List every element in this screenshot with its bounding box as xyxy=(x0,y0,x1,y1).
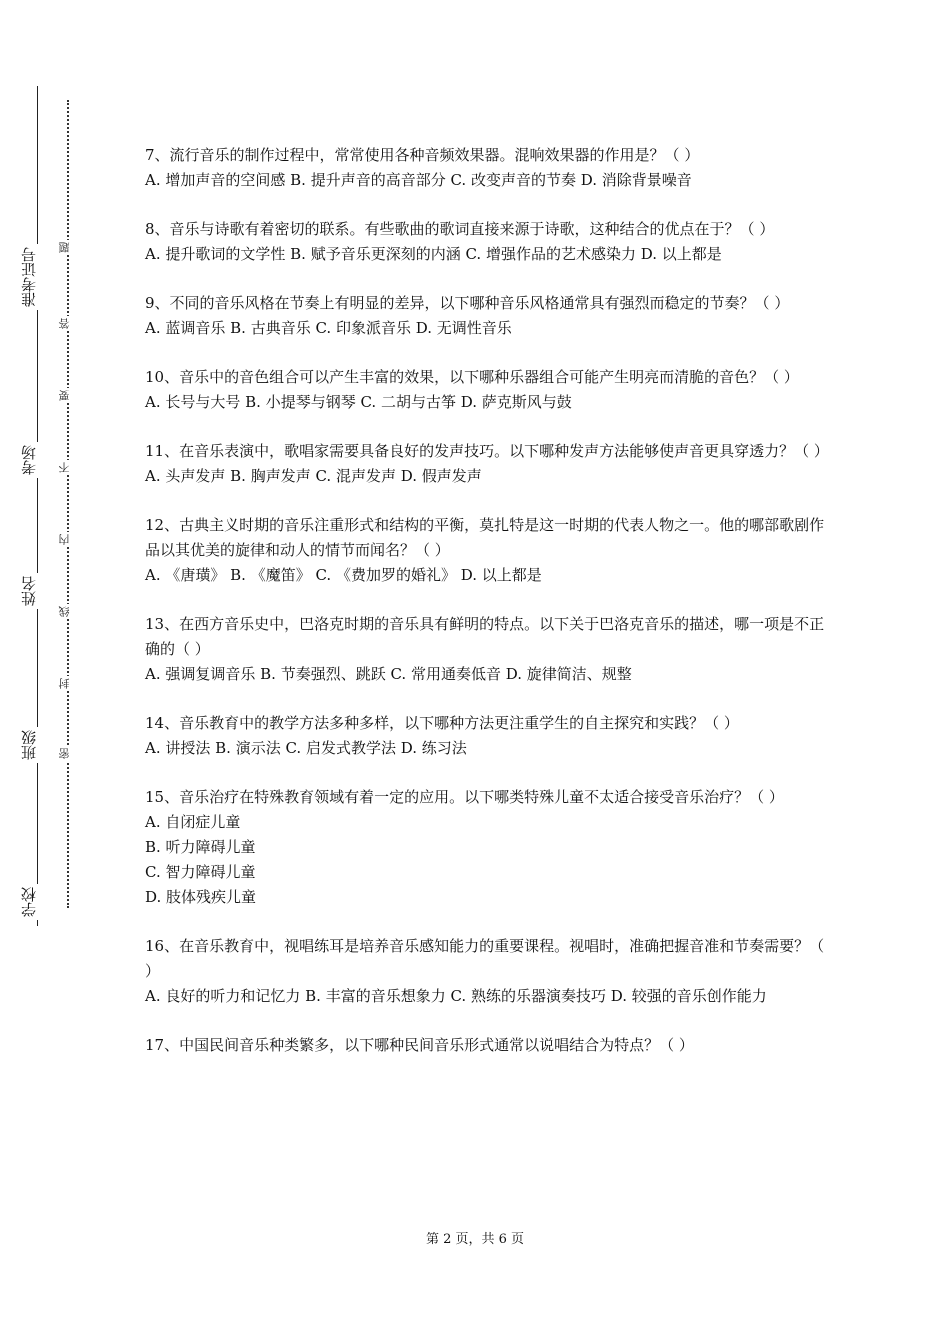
binding-field-class: 班级 xyxy=(22,727,52,763)
page-footer: 第 2 页，共 6 页 xyxy=(425,1232,525,1247)
question-text: 9、不同的音乐风格在节奏上有明显的差异，以下哪种音乐风格通常具有强烈而稳定的节奏？（ ） xyxy=(145,294,790,312)
binding-field-school: 学校 xyxy=(22,884,52,920)
options-line: A. 提升歌词的文学性 B. 赋予音乐更深刻的内涵 C. 增强作品的艺术感染力 D. 以上都是 xyxy=(145,245,722,263)
question-text: 11、在音乐表演中，歌唱家需要具备良好的发声技巧。以下哪种发声方法能够使声音更具穿透力？（ ） xyxy=(145,442,829,460)
seal-char-da: 答 xyxy=(59,316,75,331)
question-14 xyxy=(145,711,825,761)
question-9 xyxy=(145,291,825,341)
binding-field-name: 姓名 xyxy=(22,573,52,609)
options-line: A. 长号与大号 B. 小提琴与钢琴 C. 二胡与古筝 D. 萨克斯风与鼓 xyxy=(145,393,572,411)
binding-dotted-line xyxy=(67,100,69,908)
question-7 xyxy=(145,143,825,193)
question-list xyxy=(145,143,829,1082)
question-8 xyxy=(145,217,825,267)
seal-char-xian: 线 xyxy=(59,604,75,619)
question-12 xyxy=(145,513,825,588)
option-b: B. 听力障碍儿童 xyxy=(145,838,256,856)
options-line: A. 讲授法 B. 演示法 C. 启发式教学法 D. 练习法 xyxy=(145,739,467,757)
seal-char-nei: 内 xyxy=(59,532,75,547)
question-11 xyxy=(145,439,829,489)
question-text: 14、音乐教育中的教学方法多种多样，以下哪种方法更注重学生的自主探究和实践？（ ） xyxy=(145,714,739,732)
question-text: 17、中国民间音乐种类繁多，以下哪种民间音乐形式通常以说唱结合为特点？（ ） xyxy=(145,1036,694,1054)
question-text: 12、古典主义时期的音乐注重形式和结构的平衡，莫扎特是这一时期的代表人物之一。他的哪部歌剧作品以其优美的旋律和动人的情节而闻名？（ ） xyxy=(145,516,825,559)
seal-char-mi: 密 xyxy=(59,746,75,761)
seal-char-bu: 不 xyxy=(59,460,75,475)
options-line: A. 蓝调音乐 B. 古典音乐 C. 印象派音乐 D. 无调性音乐 xyxy=(145,319,512,337)
question-text: 15、音乐治疗在特殊教育领域有着一定的应用。以下哪类特殊儿童不太适合接受音乐治疗？（ ） xyxy=(145,788,784,806)
binding-field-exam-room: 考场 xyxy=(22,442,52,478)
binding-solid-line xyxy=(37,86,38,926)
question-text: 13、在西方音乐史中，巴洛克时期的音乐具有鲜明的特点。以下关于巴洛克音乐的描述，哪一项是不正确的（ ） xyxy=(145,615,825,658)
question-text: 10、音乐中的音色组合可以产生丰富的效果，以下哪种乐器组合可能产生明亮而清脆的音色？（ ） xyxy=(145,368,799,386)
options-line: A. 强调复调音乐 B. 节奏强烈、跳跃 C. 常用通奏低音 D. 旋律简洁、规整 xyxy=(145,665,632,683)
options-line: A. 《唐璜》 B. 《魔笛》 C. 《费加罗的婚礼》 D. 以上都是 xyxy=(145,566,542,584)
question-15 xyxy=(145,785,825,910)
options-line: A. 良好的听力和记忆力 B. 丰富的音乐想象力 C. 熟练的乐器演奏技巧 D. 较强的音乐创作能力 xyxy=(145,987,767,1005)
seal-char-yao: 要 xyxy=(59,388,75,403)
options-line: A. 头声发声 B. 胸声发声 C. 混声发声 D. 假声发声 xyxy=(145,467,482,485)
question-text: 16、在音乐教育中，视唱练耳是培养音乐感知能力的重要课程。视唱时，准确把握音准和节奏需要？（ ） xyxy=(145,937,825,980)
option-d: D. 肢体残疾儿童 xyxy=(145,888,257,906)
question-text: 7、流行音乐的制作过程中，常常使用各种音频效果器。混响效果器的作用是？（ ） xyxy=(145,146,700,164)
seal-char-feng: 封 xyxy=(59,676,75,691)
question-13 xyxy=(145,612,825,687)
question-17 xyxy=(145,1033,825,1058)
options-line: A. 增加声音的空间感 B. 提升声音的高音部分 C. 改变声音的节奏 D. 消除背景噪音 xyxy=(145,171,692,189)
seal-char-ti: 题 xyxy=(59,240,75,255)
question-16 xyxy=(145,934,825,1009)
binding-field-ticket: 准考证号 xyxy=(22,244,52,310)
question-text: 8、音乐与诗歌有着密切的联系。有些歌曲的歌词直接来源于诗歌，这种结合的优点在于？（ ） xyxy=(145,220,775,238)
option-c: C. 智力障碍儿童 xyxy=(145,863,256,881)
question-10 xyxy=(145,365,825,415)
option-a: A. 自闭症儿童 xyxy=(145,813,241,831)
